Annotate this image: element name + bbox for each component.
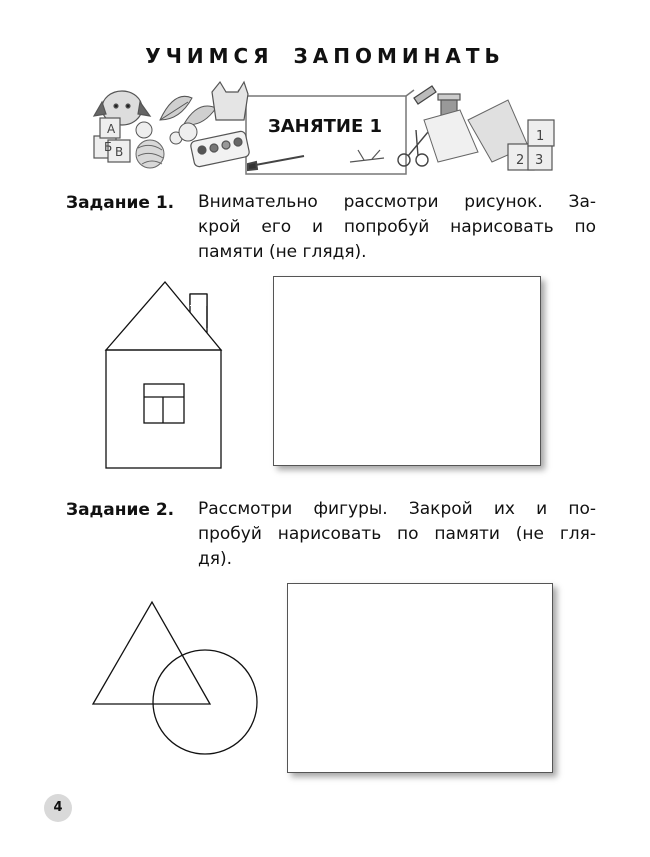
task-2-line-2: пробуй нарисовать по памяти (не гля-: [198, 524, 596, 544]
house-window: [144, 384, 184, 423]
task-1-line-1: Внимательно рассмотри рисунок. За-: [198, 192, 596, 212]
yarn-ball-icon: [136, 140, 164, 168]
pencil-icon: [414, 86, 436, 104]
circle-shape: [153, 650, 257, 754]
task-2-line-1: Рассмотри фигуры. Закрой их и по-: [198, 499, 596, 519]
page-number: 4: [44, 794, 72, 822]
task-2-line-3: дя).: [198, 549, 233, 569]
leaves-icon: [160, 96, 216, 124]
task-2-text: [198, 497, 596, 572]
triangle-shape: [93, 602, 210, 704]
svg-text:А: А: [107, 122, 116, 136]
triangle-circle-drawing: [88, 596, 263, 756]
task-1-label: Задание 1.: [66, 193, 175, 213]
task-2-label: Задание 2.: [66, 500, 175, 520]
cat-figure-icon: [212, 82, 248, 120]
svg-text:3: 3: [535, 153, 544, 168]
lesson-label: ЗАНЯТИЕ 1: [267, 116, 383, 137]
svg-text:1: 1: [536, 129, 545, 144]
svg-text:2: 2: [516, 153, 525, 168]
task-1-drawing-area[interactable]: [273, 276, 541, 466]
svg-text:В: В: [115, 145, 124, 159]
house-chimney-top: [190, 294, 207, 306]
paint-palette-icon: [190, 130, 250, 167]
task-2-drawing-area[interactable]: [287, 583, 553, 773]
house-drawing: [100, 276, 230, 472]
task-1-text: [198, 190, 596, 265]
section-title: УЧИМСЯ ЗАПОМИНАТЬ: [145, 44, 505, 68]
task-1-line-2: крой его и попробуй нарисовать по: [198, 217, 596, 237]
task-1-line-3: памяти (не глядя).: [198, 242, 367, 262]
svg-text:Б: Б: [104, 140, 113, 154]
